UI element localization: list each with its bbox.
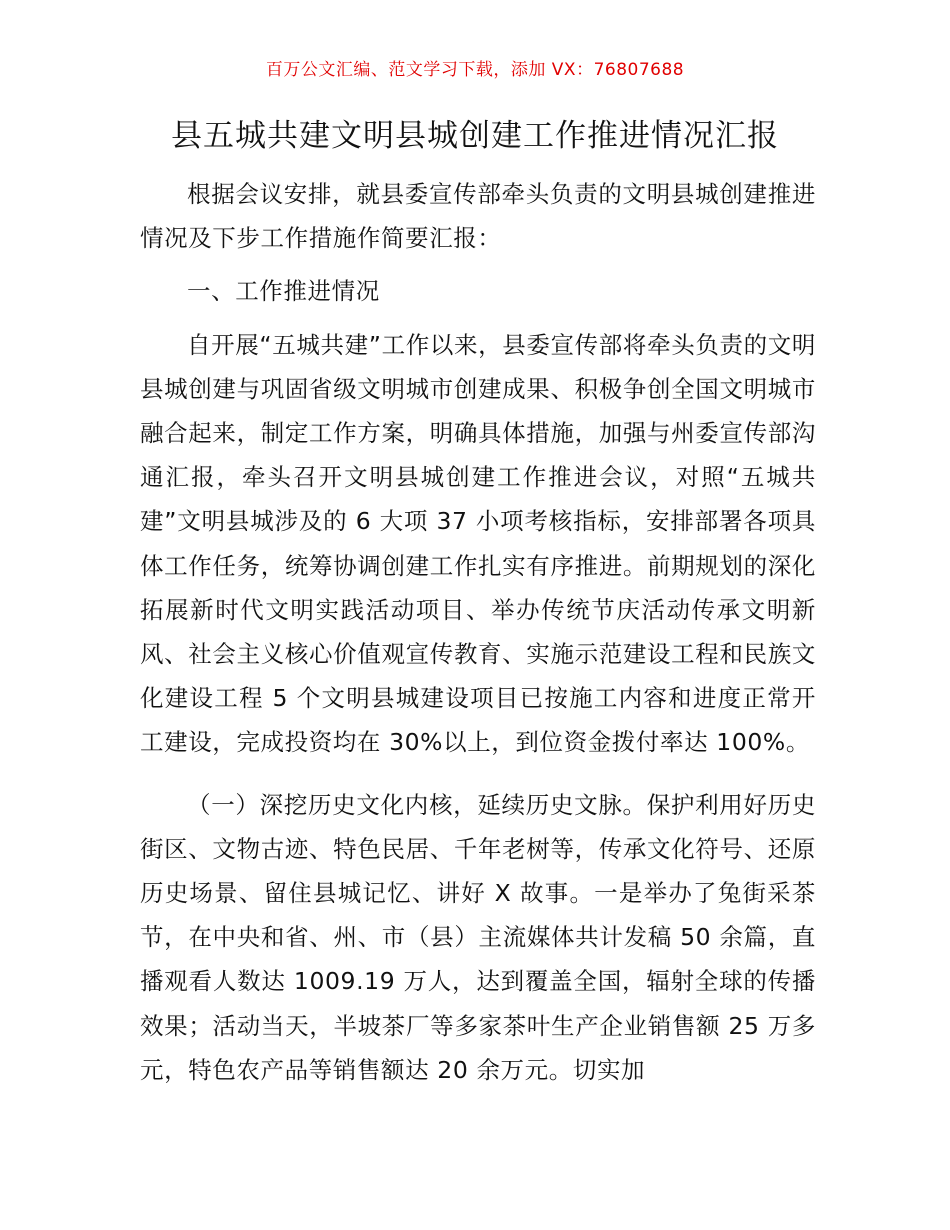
document-body (140, 172, 816, 1092)
body-paragraph: 自开展“五城共建”工作以来，县委宣传部将牵头负责的文明县城创建与巩固省级文明城市创建成果、积极争创全国文明城市融合起来，制定工作方案，明确具体措施，加强与州委宣传部沟通汇报，牵头召开文明县城创建工作推进会议，对照“五城共建”文明县城涉及的 6 大项 37 小项考核指标，安排部署各项具体工作任务，统筹协调创建工作扎实有序推进。前期规划的深化拓展新时代文明实践活动项目、举办传统节庆活动传承文明新风、社会主义核心价值观宣传教育、实施示范建设工程和民族文化建设工程 5 个文明县城建设项目已按施工内容和进度正常开工建设，完成投资均在 30%以上，到位资金拨付率达 100%。 (140, 330, 816, 757)
subsection-paragraph: （一）深挖历史文化内核，延续历史文脉。保护利用好历史街区、文物古迹、特色民居、千年老树等，传承文化符号、还原历史场景、留住县城记忆、讲好 X 故事。一是举办了兔街采茶节，在中央和省、州、市（县）主流媒体共计发稿 50 余篇，直播观看人数达 1009.19 万人，达到覆盖全国，辐射全球的传播效果；活动当天，半坡茶厂等多家茶叶生产企业销售额 25 万多元，特色农产品等销售额达 20 余万元。切实加 (140, 790, 816, 1084)
intro-paragraph: 根据会议安排，就县委宣传部牵头负责的文明县城创建推进情况及下步工作措施作简要汇报： (140, 180, 816, 253)
section-heading: 一、工作推进情况 (187, 277, 380, 306)
document-title: 县五城共建文明县城创建工作推进情况汇报 (171, 118, 779, 154)
header-watermark-note: 百万公文汇编、范文学习下载，添加 VX：76807688 (265, 60, 685, 80)
